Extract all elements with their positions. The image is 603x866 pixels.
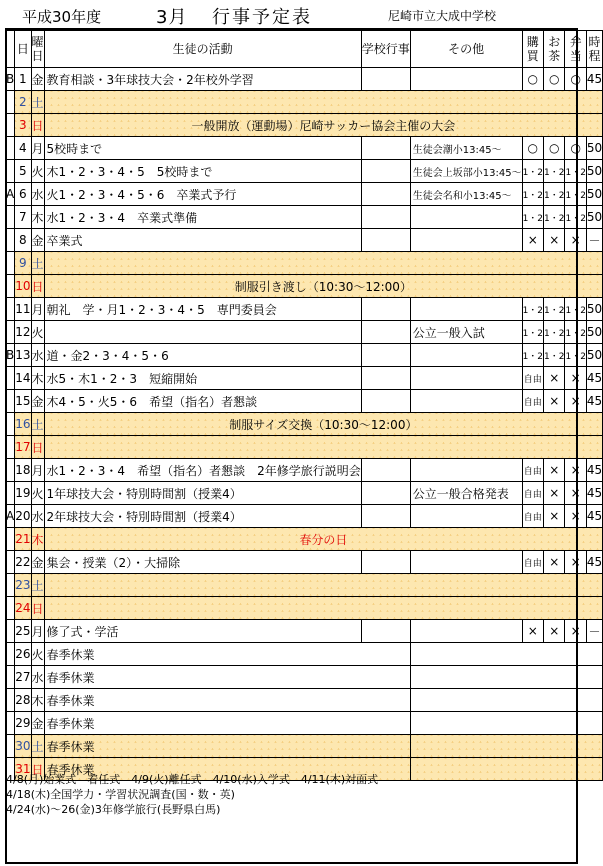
hours-cell: 50 xyxy=(586,321,602,344)
lunch-cell: × xyxy=(565,390,586,413)
event-banner: 一般開放（運動場）尼崎サッカー協会主催の大会 xyxy=(44,114,603,137)
weekday-cell: 土 xyxy=(31,574,44,597)
buy-cell: 1・2 xyxy=(522,183,543,206)
lunch-cell: 1・2 xyxy=(565,298,586,321)
weekday-cell: 金 xyxy=(31,712,44,735)
day-cell: 23 xyxy=(15,574,31,597)
hours-cell: 45 xyxy=(586,551,602,574)
day-cell: 8 xyxy=(15,229,31,252)
student-activity: 木1・2・3・4・5 5校時まで xyxy=(44,160,361,183)
day-cell: 16 xyxy=(15,413,31,436)
student-activity: 春季休業 xyxy=(44,666,410,689)
buy-cell: 自由 xyxy=(522,505,543,528)
weekday-cell: 土 xyxy=(31,413,44,436)
weekday-cell: 木 xyxy=(31,206,44,229)
weekday-cell: 木 xyxy=(31,367,44,390)
lunch-cell: 1・2 xyxy=(565,206,586,229)
day-cell: 31 xyxy=(15,758,31,781)
tea-col-header: お 茶 xyxy=(544,31,565,68)
student-activity: 春季休業 xyxy=(44,735,410,758)
event-banner: 制服サイズ交換（10:30～12:00） xyxy=(44,413,603,436)
week-cell: A xyxy=(6,183,15,206)
student-activity: 春季休業 xyxy=(44,643,410,666)
page-title: 行事予定表 xyxy=(212,7,312,28)
weekday-cell: 火 xyxy=(31,482,44,505)
tea-cell: × xyxy=(544,482,565,505)
weekday-cell: 水 xyxy=(31,183,44,206)
day-cell: 12 xyxy=(15,321,31,344)
week-cell: B xyxy=(6,344,15,367)
day-cell: 26 xyxy=(15,643,31,666)
lunch-cell: 1・2 xyxy=(565,183,586,206)
tea-cell: 1・2 xyxy=(544,206,565,229)
weekday-cell: 月 xyxy=(31,620,44,643)
note-line: 4/24(水)～26(金)3年修学旅行(長野県白馬) xyxy=(6,803,221,816)
day-cell: 28 xyxy=(15,689,31,712)
weekday-cell: 日 xyxy=(31,597,44,620)
day-cell: 21 xyxy=(15,528,31,551)
student-activity: 集会・授業（2）・大掃除 xyxy=(44,551,361,574)
day-cell: 1 xyxy=(15,68,31,91)
buy-cell: × xyxy=(522,620,543,643)
day-col-header: 日 xyxy=(15,31,31,68)
weekday-col-header: 曜 日 xyxy=(31,31,44,68)
day-cell: 25 xyxy=(15,620,31,643)
week-cell: A xyxy=(6,505,15,528)
lunch-cell: × xyxy=(565,482,586,505)
tea-cell: 1・2 xyxy=(544,183,565,206)
other-event: 公立一般合格発表 xyxy=(410,482,522,505)
day-cell: 9 xyxy=(15,252,31,275)
lunch-cell: × xyxy=(565,459,586,482)
weekday-cell: 水 xyxy=(31,505,44,528)
weekday-cell: 日 xyxy=(31,758,44,781)
day-cell: 15 xyxy=(15,390,31,413)
day-cell: 24 xyxy=(15,597,31,620)
student-activity: 教育相談・3年球技大会・2年校外学習 xyxy=(44,68,361,91)
student-activity: 卒業式 xyxy=(44,229,361,252)
day-cell: 5 xyxy=(15,160,31,183)
buy-cell: 1・2 xyxy=(522,160,543,183)
student-activity: 火1・2・3・4・5・6 卒業式予行 xyxy=(44,183,361,206)
weekday-cell: 日 xyxy=(31,436,44,459)
day-cell: 19 xyxy=(15,482,31,505)
lunch-cell: × xyxy=(565,551,586,574)
tea-cell: × xyxy=(544,505,565,528)
event-banner: 春分の日 xyxy=(44,528,603,551)
day-cell: 29 xyxy=(15,712,31,735)
month-label: 3月 xyxy=(156,7,188,28)
weekday-cell: 金 xyxy=(31,551,44,574)
weekday-cell: 日 xyxy=(31,114,44,137)
day-cell: 20 xyxy=(15,505,31,528)
student-activity: 水1・2・3・4 卒業式準備 xyxy=(44,206,361,229)
weekday-cell: 水 xyxy=(31,344,44,367)
weekday-cell: 月 xyxy=(31,459,44,482)
student-activity: 水1・2・3・4 希望（指名）者懇談 2年修学旅行説明会 xyxy=(44,459,361,482)
hours-cell: 45 xyxy=(586,459,602,482)
page-border xyxy=(5,28,578,864)
tea-cell: × xyxy=(544,390,565,413)
hours-cell: － xyxy=(586,229,602,252)
day-cell: 30 xyxy=(15,735,31,758)
student-activity: 1年球技大会・特別時間割（授業4） xyxy=(44,482,361,505)
other-event: 生徒会潮小13:45～ xyxy=(410,137,522,160)
tea-cell: × xyxy=(544,459,565,482)
weekday-cell: 水 xyxy=(31,666,44,689)
day-cell: 2 xyxy=(15,91,31,114)
buy-cell: 自由 xyxy=(522,459,543,482)
weekday-cell: 火 xyxy=(31,160,44,183)
notes xyxy=(6,772,378,817)
lunch-cell: ○ xyxy=(565,137,586,160)
hours-cell: 50 xyxy=(586,137,602,160)
hours-cell: 50 xyxy=(586,298,602,321)
student-activity: 春季休業 xyxy=(44,758,410,781)
day-cell: 14 xyxy=(15,367,31,390)
tea-cell: × xyxy=(544,367,565,390)
other-event: 生徒会名和小13:45～ xyxy=(410,183,522,206)
day-cell: 27 xyxy=(15,666,31,689)
student-activity: 木4・5・火5・6 希望（指名）者懇談 xyxy=(44,390,361,413)
tea-cell: 1・2 xyxy=(544,344,565,367)
day-cell: 18 xyxy=(15,459,31,482)
weekday-cell: 月 xyxy=(31,298,44,321)
student-activity: 2年球技大会・特別時間割（授業4） xyxy=(44,505,361,528)
hours-cell: 45 xyxy=(586,367,602,390)
lunch-cell: 1・2 xyxy=(565,160,586,183)
tea-cell: 1・2 xyxy=(544,321,565,344)
weekday-cell: 土 xyxy=(31,735,44,758)
weekday-cell: 金 xyxy=(31,229,44,252)
lunch-cell: × xyxy=(565,620,586,643)
tea-cell: 1・2 xyxy=(544,298,565,321)
page-header xyxy=(0,0,591,28)
day-cell: 4 xyxy=(15,137,31,160)
buy-cell: 自由 xyxy=(522,367,543,390)
buy-cell: 自由 xyxy=(522,551,543,574)
student-activity: 春季休業 xyxy=(44,689,410,712)
buy-cell: 1・2 xyxy=(522,206,543,229)
day-cell: 10 xyxy=(15,275,31,298)
day-cell: 11 xyxy=(15,298,31,321)
school-col-header: 学校行事 xyxy=(361,31,410,68)
hours-cell: 50 xyxy=(586,160,602,183)
weekday-cell: 金 xyxy=(31,68,44,91)
day-cell: 17 xyxy=(15,436,31,459)
buy-cell: × xyxy=(522,229,543,252)
weekday-cell: 金 xyxy=(31,390,44,413)
lunch-col-header: 弁 当 xyxy=(565,31,586,68)
day-cell: 7 xyxy=(15,206,31,229)
tea-cell: × xyxy=(544,620,565,643)
lunch-cell: × xyxy=(565,505,586,528)
hours-cell: 45 xyxy=(586,390,602,413)
lunch-cell: × xyxy=(565,229,586,252)
weekday-cell: 木 xyxy=(31,528,44,551)
buy-cell: 1・2 xyxy=(522,344,543,367)
weekday-cell: 土 xyxy=(31,252,44,275)
weekday-cell: 日 xyxy=(31,275,44,298)
student-activity: 水5・木1・2・3 短縮開始 xyxy=(44,367,361,390)
buy-cell: 1・2 xyxy=(522,321,543,344)
hours-cell: 50 xyxy=(586,344,602,367)
student-activity: 修了式・学活 xyxy=(44,620,361,643)
lunch-cell: 1・2 xyxy=(565,321,586,344)
student-activity: 道・金2・3・4・5・6 xyxy=(44,344,361,367)
tea-cell: ○ xyxy=(544,137,565,160)
buy-cell: 1・2 xyxy=(522,298,543,321)
buy-cell: ○ xyxy=(522,137,543,160)
weekday-cell: 土 xyxy=(31,91,44,114)
day-cell: 6 xyxy=(15,183,31,206)
hours-cell: 50 xyxy=(586,183,602,206)
student-col-header: 生徒の活動 xyxy=(44,31,361,68)
hours-cell: － xyxy=(586,620,602,643)
other-col-header: その他 xyxy=(410,31,522,68)
buy-col-header: 購 買 xyxy=(522,31,543,68)
lunch-cell: 1・2 xyxy=(565,344,586,367)
note-line: 4/18(木)全国学力・学習状況調査(国・数・英) xyxy=(6,788,235,801)
hours-col-header: 時 程 xyxy=(586,31,602,68)
weekday-cell: 月 xyxy=(31,137,44,160)
tea-cell: ○ xyxy=(544,68,565,91)
event-banner: 制服引き渡し（10:30～12:00） xyxy=(44,275,603,298)
day-cell: 13 xyxy=(15,344,31,367)
lunch-cell: × xyxy=(565,367,586,390)
fiscal-year: 平成30年度 xyxy=(22,8,102,26)
tea-cell: × xyxy=(544,551,565,574)
student-activity: 朝礼 学・月1・2・3・4・5 専門委員会 xyxy=(44,298,361,321)
hours-cell: 50 xyxy=(586,206,602,229)
hours-cell: 45 xyxy=(586,505,602,528)
day-cell: 3 xyxy=(15,114,31,137)
buy-cell: ○ xyxy=(522,68,543,91)
tea-cell: 1・2 xyxy=(544,160,565,183)
lunch-cell: ○ xyxy=(565,68,586,91)
buy-cell: 自由 xyxy=(522,482,543,505)
other-event: 生徒会上坂部小13:45～ xyxy=(410,160,522,183)
weekday-cell: 火 xyxy=(31,643,44,666)
hours-cell: 45 xyxy=(586,482,602,505)
hours-cell: 45 xyxy=(586,68,602,91)
other-event: 公立一般入試 xyxy=(410,321,522,344)
tea-cell: × xyxy=(544,229,565,252)
student-activity: 春季休業 xyxy=(44,712,410,735)
day-cell: 22 xyxy=(15,551,31,574)
student-activity: 5校時まで xyxy=(44,137,361,160)
note-line: 4/8(月)始業式 着任式 4/9(火)離任式 4/10(水)入学式 4/11(木)対面式 xyxy=(6,773,379,786)
school-name: 尼崎市立大成中学校 xyxy=(388,9,497,23)
weekday-cell: 火 xyxy=(31,321,44,344)
buy-cell: 自由 xyxy=(522,390,543,413)
weekday-cell: 木 xyxy=(31,689,44,712)
week-cell: B xyxy=(6,68,15,91)
